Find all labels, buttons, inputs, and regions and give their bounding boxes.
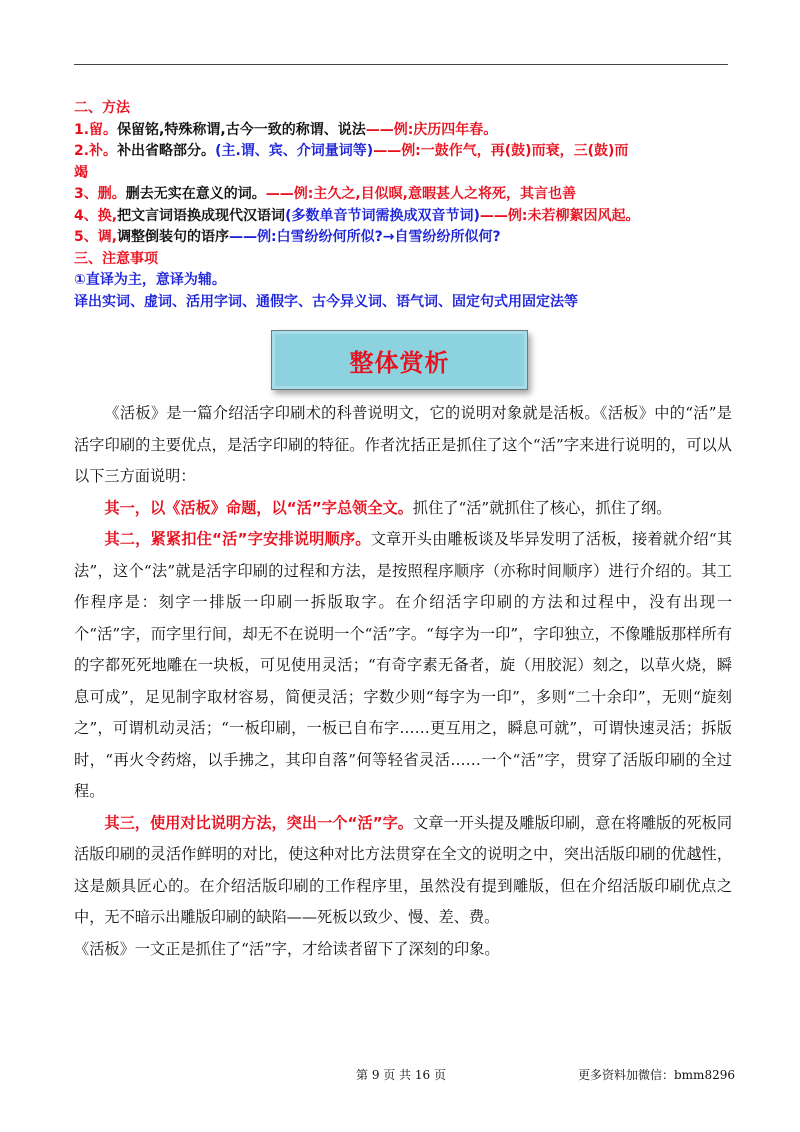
- method-5: [74, 227, 734, 249]
- method-3: [74, 184, 734, 206]
- method-5-example: ——例:白雪纷纷何所似?→自雪纷纷所似何?: [229, 229, 501, 245]
- method-1-example: ——例:庆历四年春。: [365, 121, 498, 138]
- header-rule: [74, 64, 728, 65]
- paragraph-point-2: [74, 524, 732, 808]
- method-2-note: (主.谓、宾、介词量词等): [215, 143, 374, 159]
- point-3-text: 文章一开头提及雕版印刷，意在将雕版的死板同活版印刷的灵活作鲜明的对比，使这种对比方法贯穿在全文的说明之中，突出活版印刷的优越性，这是颇具匠心的。在介绍活版印刷的工作程序里，虽然没有提到雕版，但在介绍活版印刷优点之中，无不暗示出雕版印刷的缺陷——死板以致少、慢、差、费。: [74, 813, 733, 926]
- method-3-example: ——例:主久之,目似暝,意暇甚人之将死，其言也善: [265, 186, 576, 202]
- method-4-label: 4、换,: [74, 207, 118, 224]
- note-1: ①直译为主，意译为辅。: [74, 272, 226, 288]
- method-2-label: 2.补。: [74, 143, 118, 159]
- method-5-label: 5、调,: [74, 229, 118, 245]
- method-2-example: ——例:一鼓作气，再(鼓)而衰，三(鼓)而: [373, 143, 629, 159]
- section-banner: [271, 330, 528, 390]
- notes-heading: 三、注意事项: [74, 250, 158, 267]
- paragraph-point-3: [74, 808, 732, 934]
- paragraph-conclusion: 《活板》一文正是抓住了“活”字，才给读者留下了深刻的印象。: [74, 939, 500, 958]
- point-1-lead: 其一，以《活板》命题，以“活”字总领全文。: [104, 498, 413, 517]
- method-4: [74, 206, 734, 228]
- methods-heading: 二、方法: [74, 100, 130, 116]
- method-4-example: ——例:未若柳絮因风起。: [479, 207, 640, 224]
- method-2-cont: 竭: [74, 164, 88, 181]
- method-2: [74, 141, 734, 163]
- page-number: 第 9 页 共 16 页: [356, 1068, 446, 1082]
- method-1-label: 1.留。: [74, 121, 118, 138]
- point-2-text: 文章开头由雕板谈及毕异发明了活板，接着就介绍“其法”，这个“法”就是活字印刷的过程和方法，是按照程序顺序（亦称时间顺序）进行介绍的。其工作程序是：刻字一排版一印刷一拆版取字。在介绍活字印刷的方法和过程中，没有出现一个“活”字，而字里行间，却无不在说明一个“活”字。“每字为一印”，字印独立，不像雕版那样所有的字都死死地雕在一块板，可见使用灵活；“有奇字素无备者，旋（用胶泥）刻之，以草火烧，瞬息可成”，足见制字取材容易，简便灵活；字数少则“每字为一印”，多则“二十余印”，无则“旋刻之”，可谓机动灵活；“一板印刷，一板已自布字……更互用之，瞬息可就”，可谓快速灵活；拆版时，“再火令药熔，以手拂之，其印自落”何等轻省灵活……一个“活”字，贯穿了活版印刷的全过程。: [74, 530, 733, 800]
- paragraph-point-1: [74, 493, 732, 525]
- paragraph-intro: 《活板》是一篇介绍活字印刷术的科普说明文，它的说明对象就是活板。《活板》中的“活”是活字印刷的主要优点，是活字印刷的特征。作者沈括正是抓住了这个“活”字来进行说明的，可以从以下三方面说明：: [74, 404, 732, 485]
- article-body: [74, 398, 732, 965]
- method-3-text: 删去无实在意义的词。: [125, 186, 266, 202]
- method-1-text: 保留铭,特殊称谓,古今一致的称谓、说法: [117, 121, 366, 138]
- methods-section: [74, 98, 734, 313]
- method-4-note: (多数单音节词需换成双音节词): [285, 207, 480, 224]
- method-4-text: 把文言词语换成现代汉语词: [117, 207, 286, 224]
- method-2-text: 补出省略部分。: [117, 143, 216, 159]
- point-1-text: 抓住了“活”就抓住了核心，抓住了纲。: [412, 498, 672, 517]
- method-5-text: 调整倒装句的语序: [117, 229, 230, 245]
- method-3-label: 3、删。: [74, 186, 126, 202]
- footer-contact: 更多资料加微信：bmm8296: [578, 1068, 735, 1082]
- point-3-lead: 其三，使用对比说明方法，突出一个“活”字。: [104, 813, 413, 832]
- point-2-lead: 其二，紧紧扣住“活”字安排说明顺序。: [104, 530, 371, 548]
- method-1: [74, 120, 734, 142]
- banner-title: 整体赏析: [349, 348, 450, 377]
- note-2: 译出实词、虚词、活用字词、通假字、古今异义词、语气词、固定句式用固定法等: [74, 293, 578, 310]
